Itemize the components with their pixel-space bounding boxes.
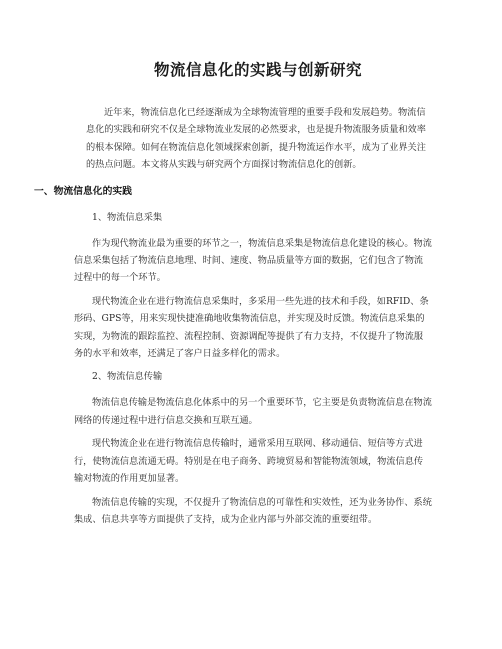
section-heading: 一、物流信息化的实践 xyxy=(34,185,132,197)
paragraph: 物流信息传输是物流信息化体系中的另一个重要环节，它主要是负责物流信息在物流网络的传递过程中进行信息交换和互联互通。 xyxy=(74,397,432,426)
paragraph: 现代物流企业在进行物流信息传输时，通常采用互联网、移动通信、短信等方式进行，使物流信息流通无碍。特别是在电子商务、跨境贸易和智能物流领域，物流信息传输对物流的作用更加显著。 xyxy=(74,438,424,485)
intro-paragraph: 近年来，物流信息化已经逐渐成为全球物流管理的重要手段和发展趋势。物流信息化的实践和研究不仅是全球物流业发展的必然要求，也是提升物流服务质量和效率的根本保障。如何在物流信息化领域探索创新，提升物流运作水平，成为了业界关注的热点问题。本文将从实践与研究两个方面探讨物流信息化的创新。 xyxy=(86,107,426,171)
paragraph: 作为现代物流业最为重要的环节之一，物流信息采集是物流信息化建设的核心。物流信息采集包括了物流信息地理、时间、速度、物品质量等方面的数据，它们包含了物流过程中的每一个环节。 xyxy=(74,237,432,284)
document-title: 物流信息化的实践与创新研究 xyxy=(153,61,362,79)
subsection-heading-collection: 1、物流信息采集 xyxy=(92,211,163,223)
paragraph: 物流信息传输的实现，不仅提升了物流信息的可靠性和实效性，还为业务协作、系统集成、信息共享等方面提供了支持，成为企业内部与外部交流的重要纽带。 xyxy=(74,496,432,525)
paragraph: 现代物流企业在进行物流信息采集时，多采用一些先进的技术和手段，如RFID、条形码、GPS等，用来实现快捷准确地收集物流信息，并实现及时反馈。物流信息采集的实现，为物流的跟踪监控、流程控制、资源调配等提供了有力支持，不仅提升了物流服务的水平和效率，还满足了客户日益多样化的需求。 xyxy=(74,295,429,360)
subsection-heading-transmission: 2、物流信息传输 xyxy=(92,371,163,383)
